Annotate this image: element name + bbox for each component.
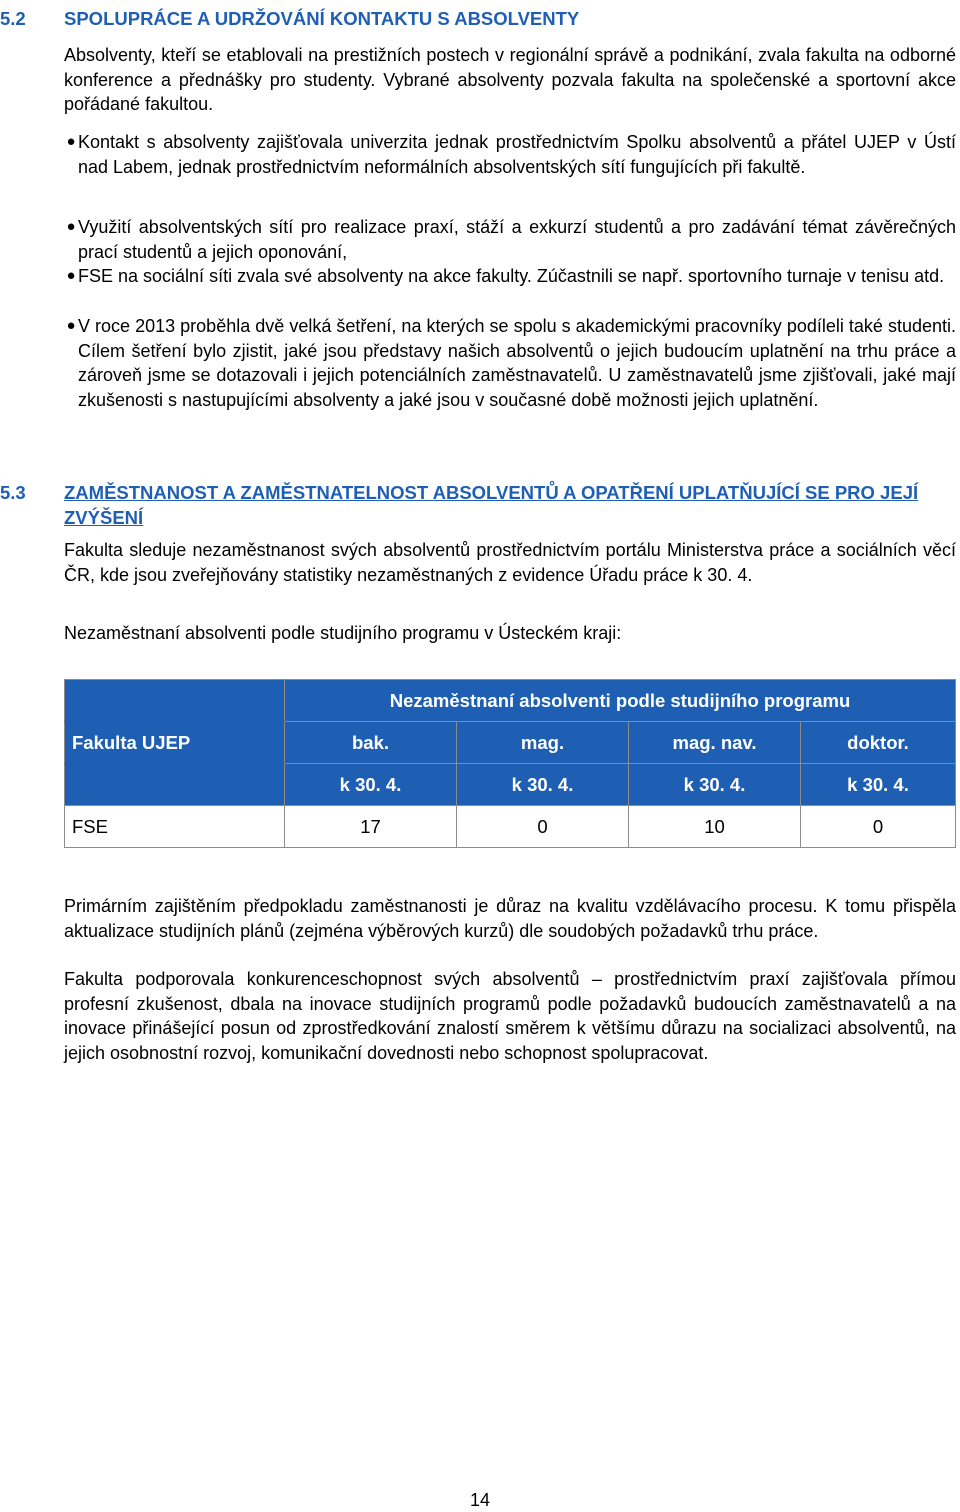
list-item (64, 314, 956, 412)
table-column-header: mag. nav. (629, 722, 801, 764)
section-title: ZAMĚSTNANOST A ZAMĚSTNATELNOST ABSOLVENTŮ A OPATŘENÍ UPLATŇUJÍCÍ SE PRO JEJÍ ZVÝŠENÍ (64, 482, 919, 528)
competitiveness-paragraph: Fakulta podporovala konkurenceschopnost svých absolventů – prostřednictvím praxí zajišťovala přímou profesní zkušenost, dbala na inovace studijních programů podle požadavků budoucích zaměstnavatelů a na inovace přinášející posun od zprostředkování znalostí směrem k většímu důrazu na socializaci absolventů, na jejich osobnostní rozvoj, komunikační dovednosti nebo schopnost spolupracovat. (64, 969, 956, 1063)
table-header-empty-cell (65, 680, 285, 722)
list-item-text: Kontakt s absolventy zajišťovala univerzita jednak prostřednictvím Spolku absolventů a přátel UJEP v Ústí nad Labem, jednak prostřednictvím neformálních absolventských sítí fungujících při fakultě. (78, 132, 956, 177)
list-item (64, 264, 956, 289)
bullet-icon: ● (66, 317, 76, 334)
table-cell: 10 (629, 806, 801, 848)
table-row-label-header: Fakulta UJEP (65, 722, 285, 764)
section-number: 5.2 (0, 8, 26, 29)
unemployment-paragraph: Fakulta sleduje nezaměstnanost svých absolventů prostřednictvím portálu Ministerstva práce a sociálních věcí ČR, kde jsou zveřejňovány statistiky nezaměstnaných z evidence Úřadu práce k 30. 4. (64, 540, 956, 585)
table-row (65, 806, 956, 848)
section-title: SPOLUPRÁCE A UDRŽOVÁNÍ KONTAKTU S ABSOLVENTY (64, 8, 580, 29)
list-item (64, 215, 956, 264)
table-header-empty-cell (65, 764, 285, 806)
table-row-label: FSE (65, 806, 285, 848)
table-cell: 0 (801, 806, 956, 848)
page-number: 14 (469, 1490, 491, 1510)
table-date-label: k 30. 4. (629, 764, 801, 806)
table-cell: 0 (457, 806, 629, 848)
table-date-label: k 30. 4. (457, 764, 629, 806)
table-group-header: Nezaměstnaní absolventi podle studijního programu (285, 680, 956, 722)
list-item-text: Využití absolventských sítí pro realizace praxí, stáží a exkurzí studentů a pro zadávání témat závěrečných prací studentů a jejich oponování, (78, 217, 956, 262)
section-intro-paragraph: Absolventy, kteří se etablovali na prestižních postech v regionální správě a podnikání, zvala fakulta na odborné konference a přednášky pro studenty. Vybrané absolventy pozvala fakulta na společenské a sportovní akce pořádané fakultou. (64, 45, 956, 114)
bullet-icon: ● (66, 218, 76, 235)
bullet-icon: ● (66, 267, 76, 284)
bullet-icon: ● (66, 133, 76, 150)
table-cell: 17 (285, 806, 457, 848)
table-column-header: mag. (457, 722, 629, 764)
list-item-text: FSE na sociální síti zvala své absolventy na akce fakulty. Zúčastnili se např. sportovního turnaje v tenisu atd. (78, 266, 945, 286)
table-caption: Nezaměstnaní absolventi podle studijního programu v Ústeckém kraji: (64, 623, 622, 643)
table-date-label: k 30. 4. (801, 764, 956, 806)
table-column-header: bak. (285, 722, 457, 764)
list-item (64, 130, 956, 179)
quality-paragraph: Primárním zajištěním předpokladu zaměstnanosti je důraz na kvalitu vzdělávacího procesu. K tomu přispěla aktualizace studijních plánů (zejména výběrových kurzů) dle soudobých požadavků trhu práce. (64, 896, 956, 941)
table-column-header: doktor. (801, 722, 956, 764)
unemployment-table (64, 679, 956, 848)
section-number: 5.3 (0, 482, 26, 503)
list-item-text: V roce 2013 proběhla dvě velká šetření, na kterých se spolu s akademickými pracovníky podíleli také studenti. Cílem šetření bylo zjistit, jaké jsou představy našich absolventů o jejich budoucím uplatnění na trhu práce a zároveň jsme se dotazovali i jejich potenciálních zaměstnavatelů. U zaměstnavatelů jsme zjišťovali, jaké mají zkušenosti s nastupujícími absolventy a jaké jsou v současné době možnosti jejich uplatnění. (78, 316, 956, 410)
table-date-label: k 30. 4. (285, 764, 457, 806)
